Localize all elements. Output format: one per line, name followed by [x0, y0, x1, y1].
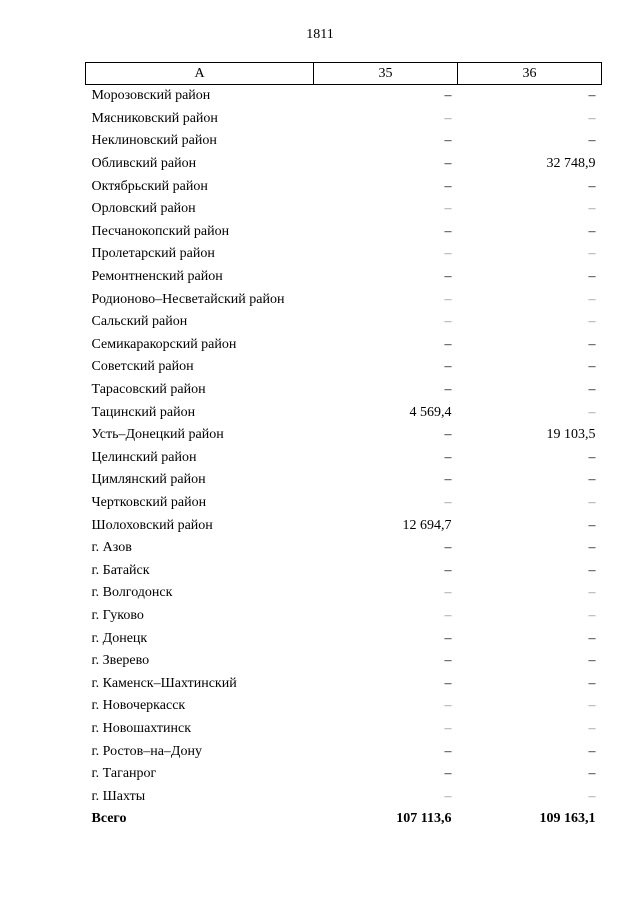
row-value-35: –: [444, 540, 452, 556]
row-value-36: –: [588, 540, 596, 556]
row-value-36: –: [588, 223, 596, 239]
row-name: г. Новочеркасск: [91, 698, 186, 714]
row-name: Пролетарский район: [91, 246, 215, 262]
row-name: г. Каменск–Шахтинский: [91, 675, 237, 691]
row-name: Орловский район: [91, 201, 196, 217]
row-name: г. Батайск: [91, 562, 150, 578]
header-col-a: А: [86, 63, 314, 85]
row-value-36: –: [588, 720, 596, 736]
row-value-35: –: [444, 133, 452, 149]
row-name: г. Зверево: [91, 653, 150, 669]
row-value-36: –: [588, 314, 596, 330]
row-name: Сальский район: [91, 314, 188, 330]
row-value-35: 4 569,4: [409, 404, 452, 420]
row-value-35: –: [444, 449, 452, 465]
row-value-35: –: [444, 562, 452, 578]
table-row: [86, 401, 602, 424]
table-row: [86, 514, 602, 537]
header-col-35: 35: [314, 63, 458, 85]
row-value-35: –: [444, 314, 452, 330]
row-name: Ремонтненский район: [91, 269, 223, 285]
row-value-36: –: [588, 472, 596, 488]
row-value-36: –: [588, 675, 596, 691]
table-row: [86, 85, 602, 108]
table-row: [86, 627, 602, 650]
row-value-35: –: [444, 653, 452, 669]
row-name: г. Гуково: [91, 607, 144, 623]
row-value-35: –: [444, 675, 452, 691]
table-row: [86, 650, 602, 673]
row-value-36: –: [588, 517, 596, 533]
row-name: Мясниковский район: [91, 110, 218, 126]
row-name: Усть–Донецкий район: [91, 427, 224, 443]
row-value-36: –: [588, 404, 596, 420]
row-value-35: –: [444, 291, 452, 307]
row-value-36: 19 103,5: [546, 427, 596, 443]
row-name: Советский район: [91, 359, 194, 375]
row-name: г. Шахты: [91, 788, 146, 804]
table-body: [86, 85, 602, 831]
row-name: Морозовский район: [91, 88, 211, 104]
table-row: [86, 130, 602, 153]
table-row: [86, 492, 602, 515]
table-row: [86, 469, 602, 492]
row-name: г. Таганрог: [91, 766, 157, 782]
row-value-35: –: [444, 427, 452, 443]
total-value-35: 107 113,6: [396, 811, 452, 827]
row-value-35: –: [444, 382, 452, 398]
header-row: [86, 63, 602, 85]
row-value-35: 12 694,7: [402, 517, 452, 533]
row-value-36: –: [588, 291, 596, 307]
table-row: [86, 334, 602, 357]
table-row: [86, 537, 602, 560]
row-name: Неклиновский район: [91, 133, 217, 149]
row-value-35: –: [444, 201, 452, 217]
row-name: Октябрьский район: [91, 178, 208, 194]
row-value-36: –: [588, 359, 596, 375]
row-value-35: –: [444, 336, 452, 352]
table-row: [86, 288, 602, 311]
row-value-35: –: [444, 720, 452, 736]
row-name: г. Новошахтинск: [91, 720, 192, 736]
row-name: Тацинский район: [91, 404, 196, 420]
table-row: [86, 785, 602, 808]
table-row: [86, 243, 602, 266]
row-name: Чертковский район: [91, 494, 207, 510]
table-row: [86, 175, 602, 198]
page-number: 1811: [306, 27, 334, 42]
row-name: г. Донецк: [91, 630, 148, 646]
table-row: [86, 379, 602, 402]
row-name: Песчанокопский район: [91, 223, 230, 239]
row-value-35: –: [444, 788, 452, 804]
row-value-35: –: [444, 156, 452, 172]
row-name: г. Азов: [91, 540, 132, 556]
row-name: Родионово–Несветайский район: [91, 291, 285, 307]
row-value-35: –: [444, 766, 452, 782]
row-value-36: –: [588, 562, 596, 578]
table-row: [86, 356, 602, 379]
total-value-36: 109 163,1: [539, 811, 596, 827]
row-name: Шолоховский район: [91, 517, 213, 533]
row-value-36: 32 748,9: [546, 156, 596, 172]
row-name: г. Волгодонск: [91, 585, 173, 601]
row-value-36: –: [588, 88, 596, 104]
row-value-35: –: [444, 607, 452, 623]
table-row: [86, 153, 602, 176]
row-value-36: –: [588, 494, 596, 510]
row-name: Обливский район: [91, 156, 197, 172]
row-value-36: –: [588, 630, 596, 646]
row-name: Семикаракорский район: [91, 336, 237, 352]
row-value-36: –: [588, 653, 596, 669]
table-row: [86, 221, 602, 244]
table-row: [86, 740, 602, 763]
row-name: Тарасовский район: [91, 382, 206, 398]
row-value-35: –: [444, 178, 452, 194]
table-row: [86, 672, 602, 695]
table-row: [86, 447, 602, 470]
row-value-36: –: [588, 585, 596, 601]
row-value-35: –: [444, 743, 452, 759]
table-row: [86, 424, 602, 447]
row-value-36: –: [588, 607, 596, 623]
row-value-36: –: [588, 178, 596, 194]
table-row: [86, 605, 602, 628]
row-value-36: –: [588, 449, 596, 465]
table-row: [86, 559, 602, 582]
table-row: [86, 266, 602, 289]
table-row: [86, 198, 602, 221]
row-value-35: –: [444, 110, 452, 126]
row-value-36: –: [588, 382, 596, 398]
row-value-35: –: [444, 269, 452, 285]
table-row: [86, 582, 602, 605]
row-value-36: –: [588, 269, 596, 285]
row-value-36: –: [588, 110, 596, 126]
row-value-35: –: [444, 359, 452, 375]
table-row: [86, 695, 602, 718]
total-row: [86, 808, 602, 831]
table-row: [86, 718, 602, 741]
table-row: [86, 311, 602, 334]
table-row: [86, 763, 602, 786]
row-value-36: –: [588, 246, 596, 262]
row-value-35: –: [444, 698, 452, 714]
row-name: Цимлянский район: [91, 472, 206, 488]
row-value-36: –: [588, 698, 596, 714]
table-header: [86, 63, 602, 85]
total-label: Всего: [91, 811, 127, 827]
row-value-35: –: [444, 472, 452, 488]
table-row: [86, 108, 602, 131]
row-value-36: –: [588, 336, 596, 352]
header-col-36: 36: [458, 63, 602, 85]
row-value-36: –: [588, 788, 596, 804]
row-name: Целинский район: [91, 449, 197, 465]
row-value-36: –: [588, 743, 596, 759]
row-value-35: –: [444, 630, 452, 646]
row-value-35: –: [444, 246, 452, 262]
data-table: [85, 62, 602, 831]
row-value-35: –: [444, 494, 452, 510]
row-value-36: –: [588, 766, 596, 782]
row-value-36: –: [588, 201, 596, 217]
row-value-35: –: [444, 88, 452, 104]
row-value-35: –: [444, 585, 452, 601]
row-name: г. Ростов–на–Дону: [91, 743, 202, 759]
row-value-36: –: [588, 133, 596, 149]
row-value-35: –: [444, 223, 452, 239]
